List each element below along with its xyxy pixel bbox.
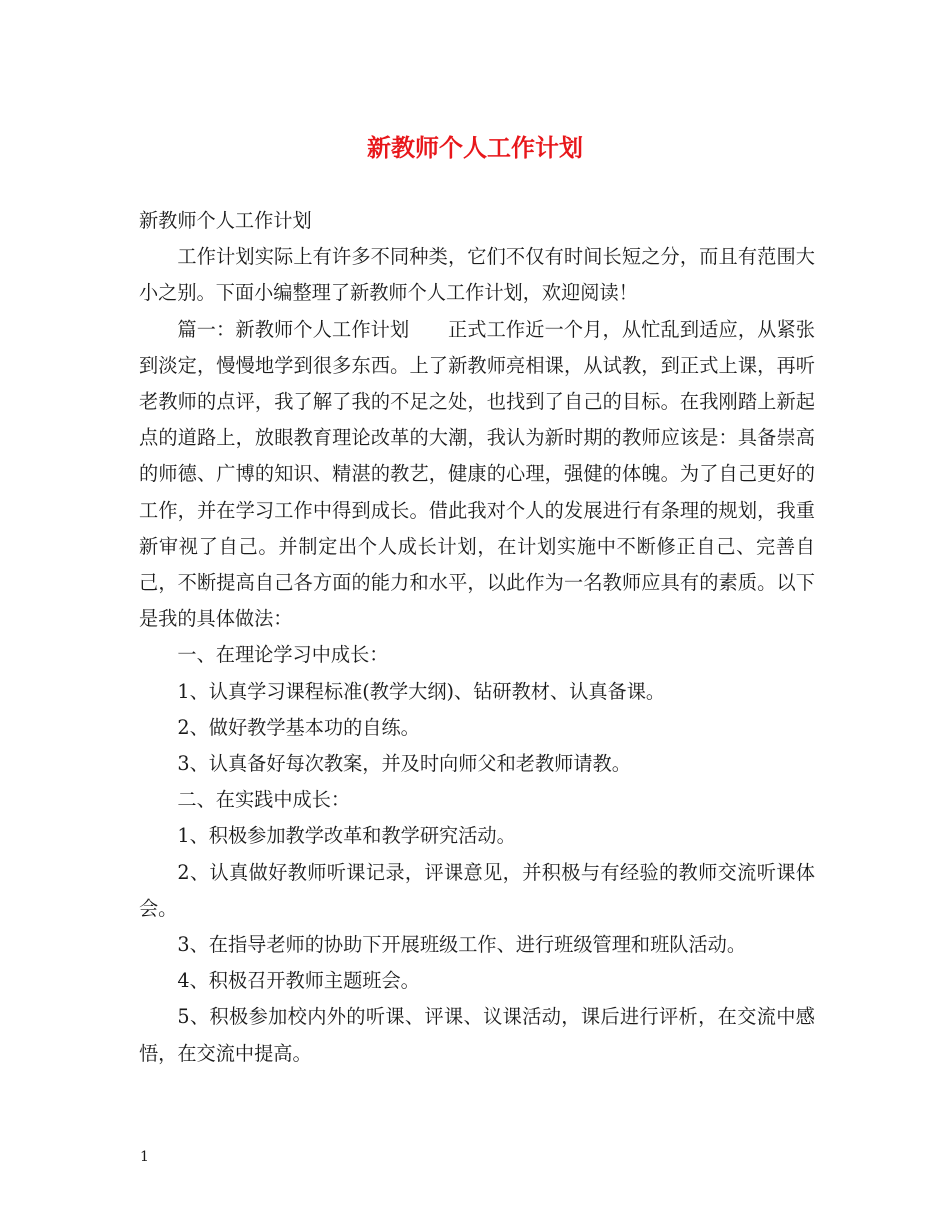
paragraph-intro: 工作计划实际上有许多不同种类，它们不仅有时间长短之分，而且有范围大小之别。下面小编整理了新教师个人工作计划，欢迎阅读！ [139,245,815,305]
section-heading-theory: 一、在理论学习中成长： [177,643,389,667]
list-item: 2、认真做好教师听课记录，评课意见，并积极与有经验的教师交流听课体会。 [139,860,815,920]
list-item: 4、积极召开教师主题班会。 [177,969,420,993]
document-title: 新教师个人工作计划 [367,133,583,162]
document-body [139,203,815,1072]
list-item: 3、认真备好每次教案，并及时向师父和老教师请教。 [177,752,631,776]
list-item: 2、做好教学基本功的自练。 [177,715,420,739]
paragraph-main: 篇一：新教师个人工作计划 正式工作近一个月，从忙乱到适应，从紧张到淡定，慢慢地学到很多东西。上了新教师亮相课，从试教，到正式上课，再听老教师的点评，我了解了我的不足之处，也找到了自己的目标。在我刚踏上新起点的道路上，放眼教育理论改革的大潮，我认为新时期的教师应该是：具备崇高的师德、广博的知识、精湛的教艺，健康的心理，强健的体魄。为了自己更好的工作，并在学习工作中得到成长。借此我对个人的发展进行有条理的规划，我重新审视了自己。并制定出个人成长计划，在计划实施中不断修正自己、完善自己，不断提高自己各方面的能力和水平，以此作为一名教师应具有的素质。以下是我的具体做法： [139,317,815,631]
list-item: 1、积极参加教学改革和教学研究活动。 [177,824,516,848]
paragraph-subtitle: 新教师个人工作计划 [139,209,312,232]
list-item: 5、积极参加校内外的听课、评课、议课活动，课后进行评析，在交流中感悟，在交流中提高。 [139,1005,815,1065]
list-item: 1、认真学习课程标准(教学大纲)、钻研教材、认真备课。 [177,679,666,703]
list-item: 3、在指导老师的协助下开展班级工作、进行班级管理和班队活动。 [177,933,747,957]
page-number: 1 [140,1149,149,1165]
section-heading-practice: 二、在实践中成长： [177,788,351,812]
